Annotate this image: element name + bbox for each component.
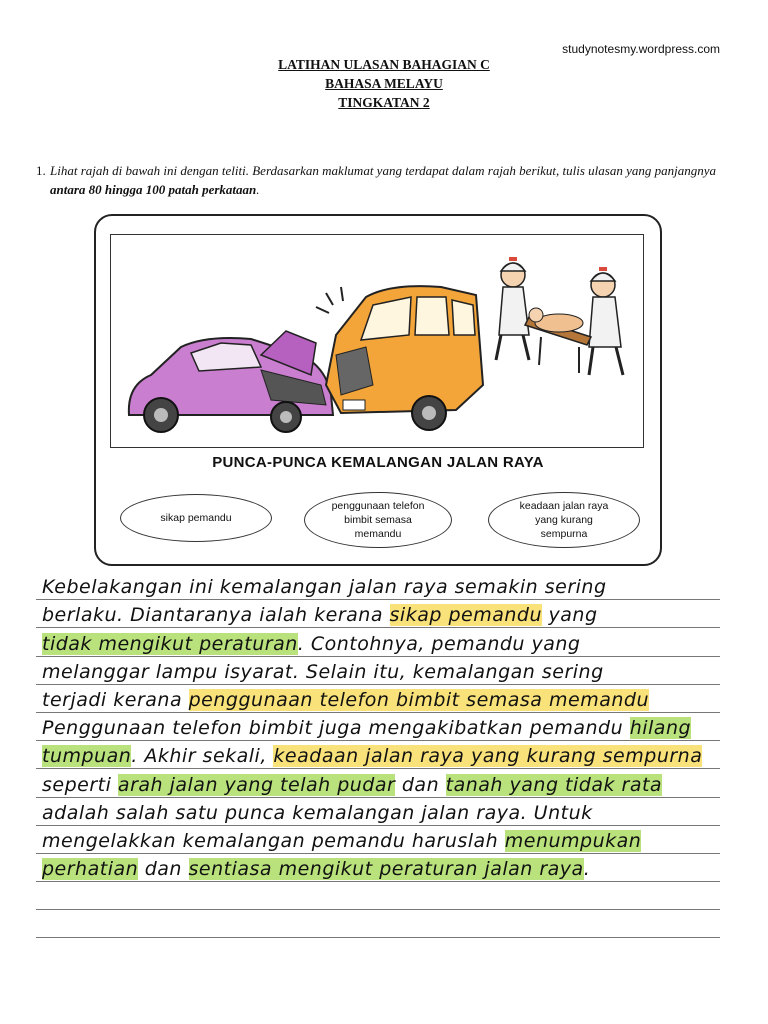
highlighted-phrase: arah jalan yang telah pudar	[117, 773, 396, 796]
answer-line	[36, 826, 720, 854]
answer-text: . Akhir sekali,	[131, 745, 274, 768]
accident-illustration	[111, 235, 643, 447]
answer-line	[36, 769, 720, 797]
answer-text: dan	[395, 773, 446, 796]
answer-text: . Contohnya, pemandu yang	[297, 632, 581, 655]
highlighted-phrase: menumpukan	[504, 829, 642, 852]
word-count-requirement: antara 80 hingga 100 patah perkataan	[50, 182, 257, 197]
illustration-frame	[94, 214, 662, 566]
handwritten-text	[42, 802, 593, 824]
question-number: 1.	[36, 163, 46, 178]
answer-line	[36, 657, 720, 685]
handwritten-text	[42, 689, 649, 711]
header-level: TINGKATAN 2	[338, 95, 430, 110]
handwritten-text	[42, 661, 604, 683]
crashed-van-image	[316, 286, 483, 430]
cause-label: yang kurang	[535, 514, 593, 526]
highlighted-phrase: tidak mengikut peraturan	[42, 632, 298, 655]
answer-text: berlaku. Diantaranya ialah kerana	[42, 604, 390, 627]
highlighted-phrase: perhatian	[42, 858, 139, 881]
handwritten-text	[42, 830, 641, 852]
answer-line	[36, 798, 720, 826]
answer-line	[36, 882, 720, 910]
instruction-period: .	[256, 182, 260, 197]
handwritten-text	[42, 576, 607, 598]
worksheet-header	[0, 55, 768, 112]
cause-oval-2	[304, 492, 452, 548]
highlighted-phrase: hilang	[629, 717, 692, 740]
answer-text: adalah salah satu punca kemalangan jalan raya. Untuk	[42, 801, 593, 824]
handwritten-text	[42, 717, 691, 739]
answer-text: seperti	[42, 773, 118, 796]
highlighted-phrase: sentiasa mengikut peraturan jalan raya	[188, 858, 584, 881]
answer-area	[36, 572, 720, 938]
illustration-title: PUNCA-PUNCA KEMALANGAN JALAN RAYA	[212, 454, 544, 471]
highlighted-phrase: penggunaan telefon bimbit semasa memandu	[188, 688, 649, 711]
handwritten-text	[42, 745, 702, 767]
answer-text: dan	[138, 858, 189, 881]
answer-text: melanggar lampu isyarat. Selain itu, kemalangan sering	[42, 660, 604, 683]
handwritten-text	[42, 604, 598, 626]
cause-label: sempurna	[540, 528, 588, 540]
answer-line	[36, 854, 720, 882]
instruction-text: Lihat rajah di bawah ini dengan teliti. Berdasarkan maklumat yang terdapat dalam rajah berikut, tulis ulasan yang panjangnya	[50, 163, 716, 178]
paramedics-stretcher-image	[496, 257, 623, 375]
cause-label: bimbit semasa	[344, 514, 412, 526]
highlighted-phrase: keadaan jalan raya yang kurang sempurna	[273, 745, 703, 768]
cause-label: keadaan jalan raya	[519, 500, 609, 512]
answer-text: .	[583, 858, 591, 881]
handwritten-text	[42, 774, 662, 796]
highlighted-phrase: sikap pemandu	[389, 604, 542, 627]
answer-text: yang	[542, 604, 598, 627]
header-subject: BAHASA MELAYU	[325, 76, 443, 91]
illustration-panel	[110, 234, 644, 448]
cause-oval-3	[488, 492, 640, 548]
header-title: LATIHAN ULASAN BAHAGIAN C	[278, 57, 490, 72]
answer-line	[36, 741, 720, 769]
answer-line	[36, 910, 720, 938]
site-url: studynotesmy.wordpress.com	[562, 42, 720, 56]
answer-line	[36, 600, 720, 628]
handwritten-text	[42, 858, 590, 880]
question-instruction	[36, 161, 726, 199]
cause-label: penggunaan telefon	[331, 500, 425, 512]
answer-text: Penggunaan telefon bimbit juga mengakibatkan pemandu	[42, 717, 630, 740]
crashed-car-image	[129, 331, 333, 432]
highlighted-phrase: tumpuan	[42, 745, 132, 768]
cause-oval-1	[120, 494, 272, 542]
handwritten-text	[42, 633, 581, 655]
answer-text: terjadi kerana	[42, 688, 189, 711]
highlighted-phrase: tanah yang tidak rata	[445, 773, 663, 796]
answer-text: Kebelakangan ini kemalangan jalan raya semakin sering	[42, 576, 607, 599]
answer-text: mengelakkan kemalangan pemandu haruslah	[42, 829, 505, 852]
answer-line	[36, 628, 720, 656]
answer-line	[36, 713, 720, 741]
answer-line	[36, 685, 720, 713]
answer-line	[36, 572, 720, 600]
cause-label: memandu	[354, 528, 402, 540]
cause-label: sikap pemandu	[160, 512, 232, 524]
